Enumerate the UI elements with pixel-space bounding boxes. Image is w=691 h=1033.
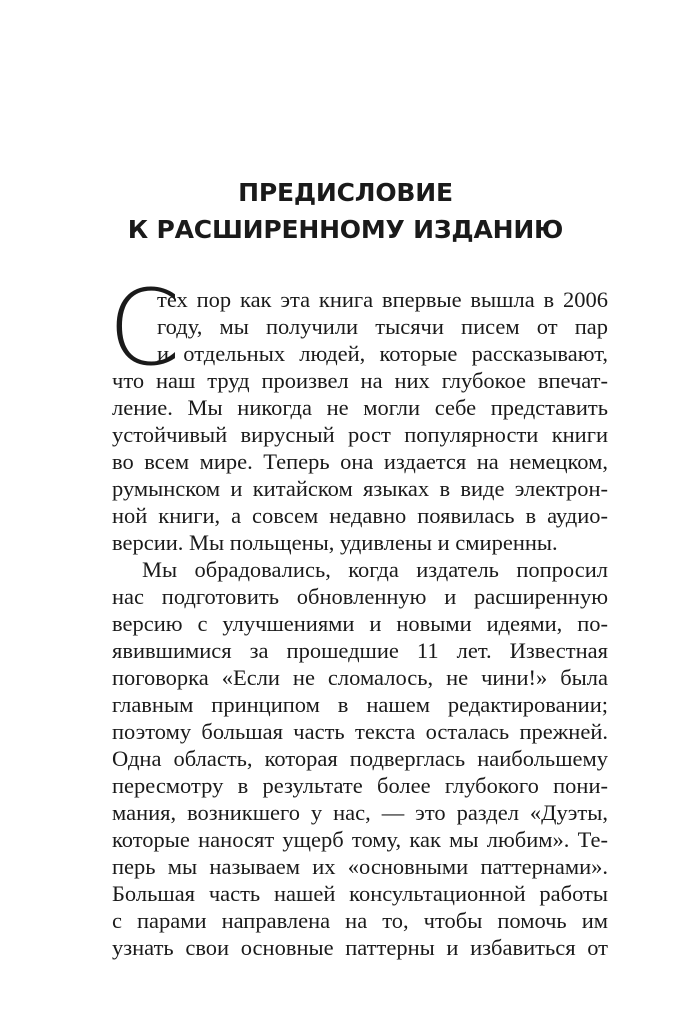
text-line: которые наносят ущерб тому, как мы любим». Те- bbox=[112, 827, 608, 852]
text-line: Большая часть нашей консультационной работы bbox=[112, 881, 608, 906]
text-line: ление. Мы никогда не могли себе представить bbox=[112, 395, 608, 420]
text-line: поговорка «Если не сломалось, не чини!» была bbox=[112, 665, 608, 690]
text-line: перь мы называем их «основными паттернами». bbox=[112, 854, 608, 879]
chapter-heading-line-1: ПРЕДИСЛОВИЕ bbox=[238, 178, 453, 207]
text-line: устойчивый вирусный рост популярности книги bbox=[112, 422, 608, 447]
text-line: нас подготовить обновленную и расширенную bbox=[112, 584, 608, 609]
text-line: узнать свои основные паттерны и избавиться от bbox=[112, 935, 608, 960]
text-line: тех пор как эта книга впервые вышла в 2006 bbox=[157, 287, 608, 312]
text-line: во всем мире. Теперь она издается на немецком, bbox=[112, 449, 608, 474]
text-line: что наш труд произвел на них глубокое впечат- bbox=[112, 368, 608, 393]
text-line: поэтому большая часть текста осталась прежней. bbox=[112, 719, 608, 744]
text-line: румынском и китайском языках в виде электрон- bbox=[112, 476, 608, 501]
text-line: Мы обрадовались, когда издатель попросил bbox=[142, 557, 608, 582]
text-line: с парами направлена на то, чтобы помочь им bbox=[112, 908, 608, 933]
text-line: главным принципом в нашем редактировании; bbox=[112, 692, 608, 717]
text-line: пересмотру в результате более глубокого пони- bbox=[112, 773, 608, 798]
text-line: мания, возникшего у нас, — это раздел «Дуэты, bbox=[112, 800, 608, 825]
text-line: версии. Мы польщены, удивлены и смиренны. bbox=[112, 530, 558, 555]
text-line: ной книги, а совсем недавно появилась в аудио- bbox=[112, 503, 608, 528]
chapter-heading bbox=[0, 174, 691, 248]
text-line: Одна область, которая подверглась наибольшему bbox=[112, 746, 608, 771]
body-text bbox=[112, 286, 608, 961]
text-line: году, мы получили тысячи писем от пар bbox=[157, 314, 608, 339]
text-line: явившимися за прошедшие 11 лет. Известная bbox=[112, 638, 608, 663]
text-line: и отдельных людей, которые рассказывают, bbox=[157, 341, 608, 366]
text-line: версию с улучшениями и новыми идеями, по- bbox=[112, 611, 608, 636]
chapter-heading-line-2: К РАСШИРЕННОМУ ИЗДАНИЮ bbox=[127, 215, 564, 244]
drop-cap-letter: С bbox=[108, 267, 181, 389]
